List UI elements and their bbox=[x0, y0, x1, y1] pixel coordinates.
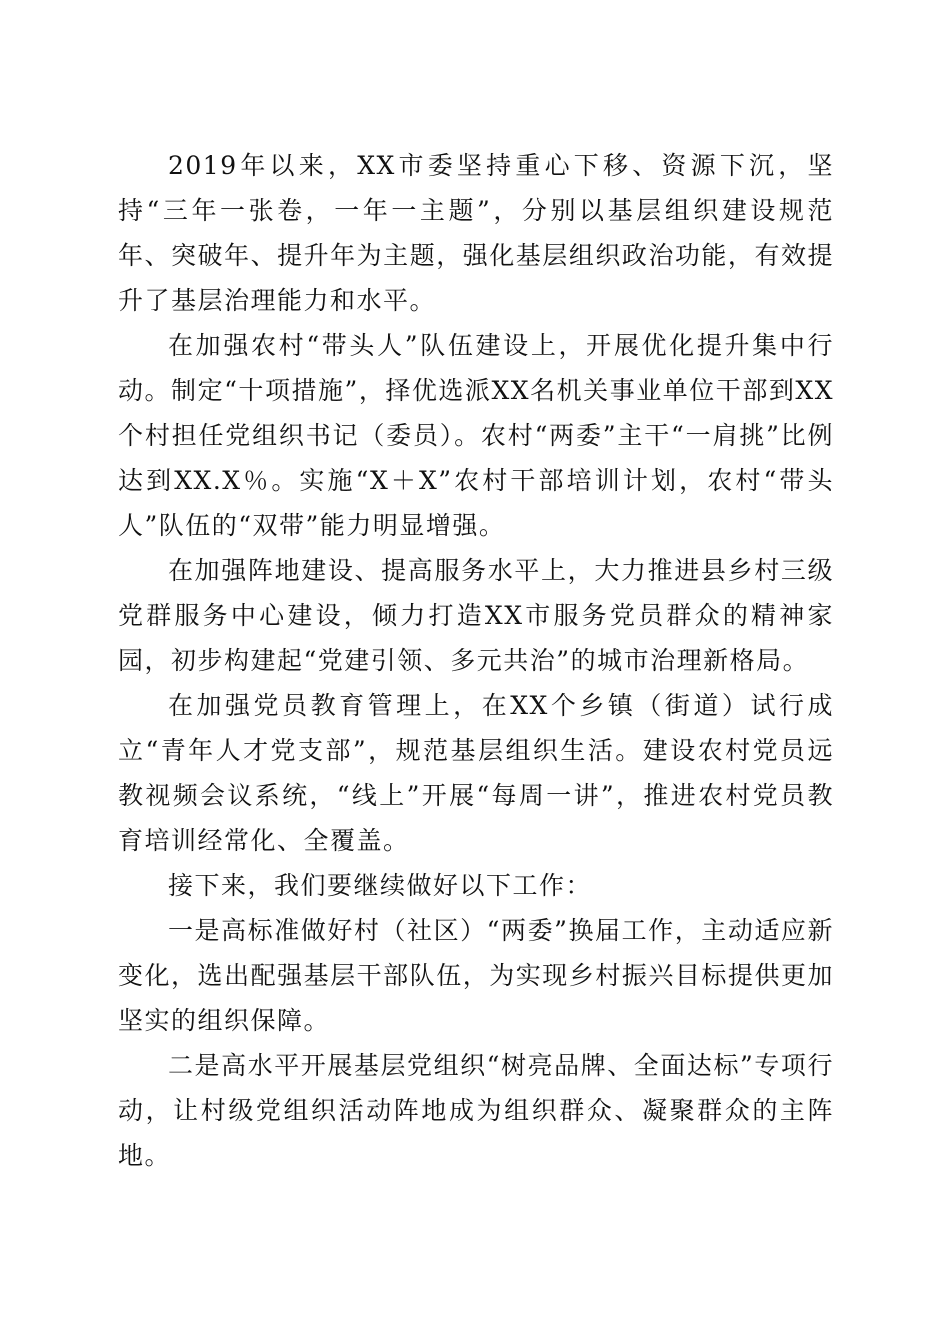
paragraph-item-two: 二是高水平开展基层党组织“树亮品牌、全面达标”专项行动，让村级党组织活动阵地成为组织群众、凝聚群众的主阵地。 bbox=[118, 1051, 834, 1170]
paragraph-service-centers: 在加强阵地建设、提高服务水平上，大力推进县乡村三级党群服务中心建设，倾力打造XX市服务党员群众的精神家园，初步构建起“党建引领、多元共治”的城市治理新格局。 bbox=[118, 556, 834, 675]
document-body bbox=[118, 143, 834, 1178]
paragraph-member-education: 在加强党员教育管理上，在XX个乡镇（街道）试行成立“青年人才党支部”，规范基层组织生活。建设农村党员远教视频会议系统，“线上”开展“每周一讲”，推进农村党员教育培训经常化、全覆盖。 bbox=[118, 691, 834, 855]
paragraph-village-leaders: 在加强农村“带头人”队伍建设上，开展优化提升集中行动。制定“十项措施”，择优选派XX名机关事业单位干部到XX个村担任党组织书记（委员）。农村“两委”主干“一肩挑”比例达到XX.X％。实施“X＋X”农村干部培训计划，农村“带头人”队伍的“双带”能力明显增强。 bbox=[118, 331, 834, 540]
paragraph-next-steps: 接下来，我们要继续做好以下工作： bbox=[168, 871, 593, 900]
paragraph-intro: 2019年以来，XX市委坚持重心下移、资源下沉，坚持“三年一张卷，一年一主题”，分别以基层组织建设规范年、突破年、提升年为主题，强化基层组织政治功能，有效提升了基层治理能力和水平。 bbox=[118, 151, 834, 315]
paragraph-item-one: 一是高标准做好村（社区）“两委”换届工作，主动适应新变化，选出配强基层干部队伍，为实现乡村振兴目标提供更加坚实的组织保障。 bbox=[118, 916, 834, 1035]
